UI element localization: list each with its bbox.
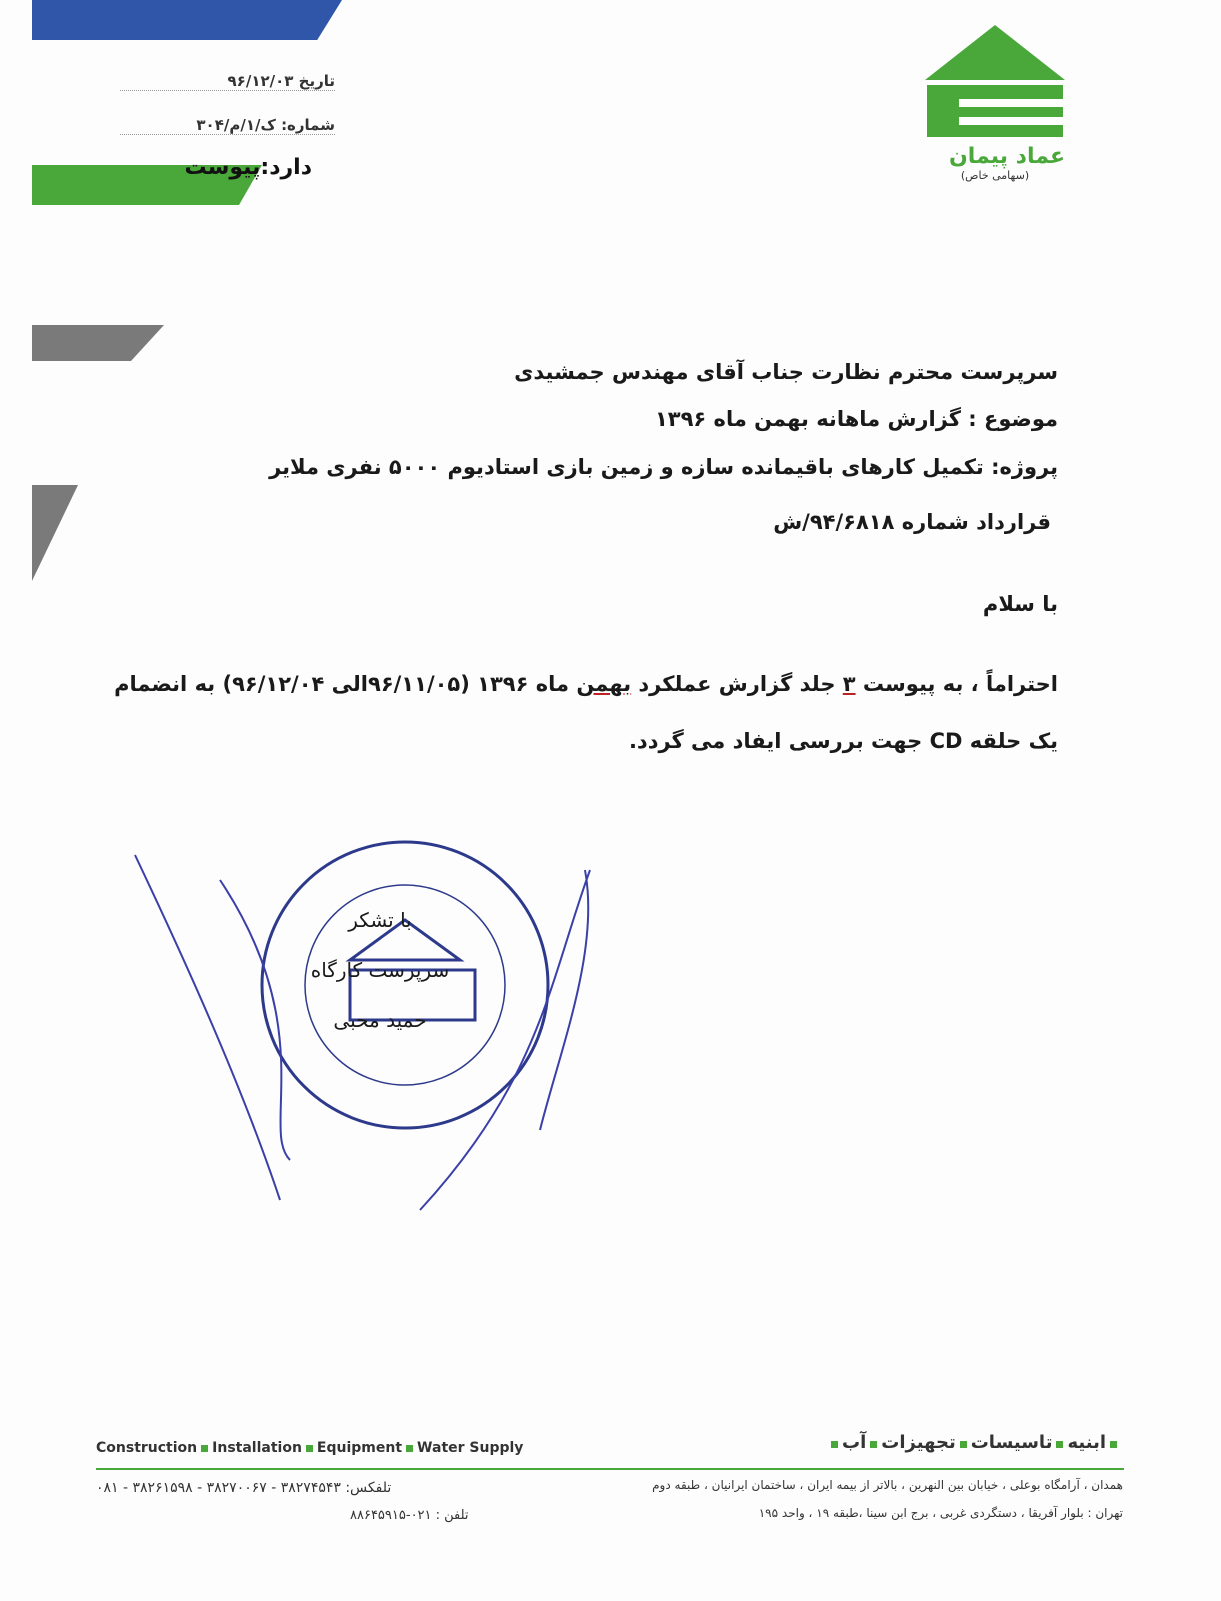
subject-line: موضوع : گزارش ماهانه بهمن ماه ۱۳۹۶ (654, 407, 1058, 431)
header-blue-band (32, 0, 342, 40)
service-fa: ابنیه (1067, 1432, 1106, 1453)
signature-thanks: با تشکر (348, 908, 412, 932)
service-en: Construction (96, 1440, 198, 1456)
date-label: تاریخ (298, 72, 335, 90)
project-line: پروژه: تکمیل کارهای باقیمانده سازه و زمین بازی استادیوم ۵۰۰۰ نفری ملایر (269, 455, 1058, 479)
logo-name: عماد پیمان (948, 144, 1065, 169)
logo-subtitle: (سهامی خاص) (960, 169, 1030, 182)
service-en: Installation (212, 1440, 302, 1456)
address-tehran: تهران : بلوار آفریقا ، دستگردی غربی ، برج ابن سینا ،طبقه ۱۹ ، واحد ۱۹۵ (758, 1506, 1123, 1520)
number-label: شماره: (281, 116, 335, 134)
service-fa: آب (842, 1432, 867, 1453)
date-value: ۹۶/۱۲/۰۳ (227, 72, 294, 90)
volume-count: ۳ (842, 672, 856, 696)
logo-house-icon (925, 25, 1065, 140)
contract-line: قرارداد شماره ۹۴/۶۸۱۸/ش (773, 510, 1051, 534)
signature-title: سرپرست کارگاه (310, 958, 450, 982)
number-value: ک/۱/م/۳۰۴ (196, 116, 276, 134)
services-en (96, 1440, 523, 1456)
body-text: ماه ۱۳۹۶ (۹۶/۱۱/۰۵الی ۹۶/۱۲/۰۴) به انضمام (114, 672, 577, 696)
greeting: با سلام (982, 592, 1058, 616)
body-text: جلد گزارش عملکرد (631, 672, 843, 696)
footer-divider (96, 1468, 1124, 1470)
body-paragraph-line2: یک حلقه CD جهت بررسی ایفاد می گردد. (628, 729, 1058, 753)
gray-decor-triangle (32, 485, 78, 581)
date-field (120, 72, 335, 91)
attachment-value: پیوست (184, 155, 261, 180)
number-field (120, 116, 335, 135)
signature-block (300, 895, 460, 1045)
address-hamedan: همدان ، آرامگاه بوعلی ، خیابان بین النهرین ، بالاتر از بیمه ایران ، ساختمان ایرانیان ، طبقه دوم (652, 1478, 1123, 1492)
gray-decor-band (32, 325, 164, 361)
recipient-line: سرپرست محترم نظارت جناب آقای مهندس جمشیدی (514, 360, 1058, 384)
service-en: Equipment (316, 1440, 403, 1456)
signature-name: حمید محبی (333, 1008, 427, 1032)
services-fa (827, 1432, 1121, 1453)
month-name: بهمن (576, 672, 632, 696)
phone-tehran: تلفن : ۰۲۱-۸۸۶۴۵۹۱۵ (350, 1508, 469, 1523)
service-fa: تجهیزات (881, 1432, 956, 1453)
service-fa: تاسیسات (970, 1432, 1053, 1453)
attachment-label: دارد: (260, 155, 312, 180)
body-paragraph-line1 (114, 672, 1058, 696)
body-text: احتراماً ، به پیوست (855, 672, 1058, 696)
attachment-field (100, 155, 312, 180)
service-en: Water Supply (417, 1440, 524, 1456)
company-logo (925, 25, 1065, 205)
fax-hamedan: تلفکس: ۳۸۲۷۴۵۴۳ - ۳۸۲۷۰۰۶۷ - ۳۸۲۶۱۵۹۸ - ۰۸۱ (96, 1480, 392, 1496)
